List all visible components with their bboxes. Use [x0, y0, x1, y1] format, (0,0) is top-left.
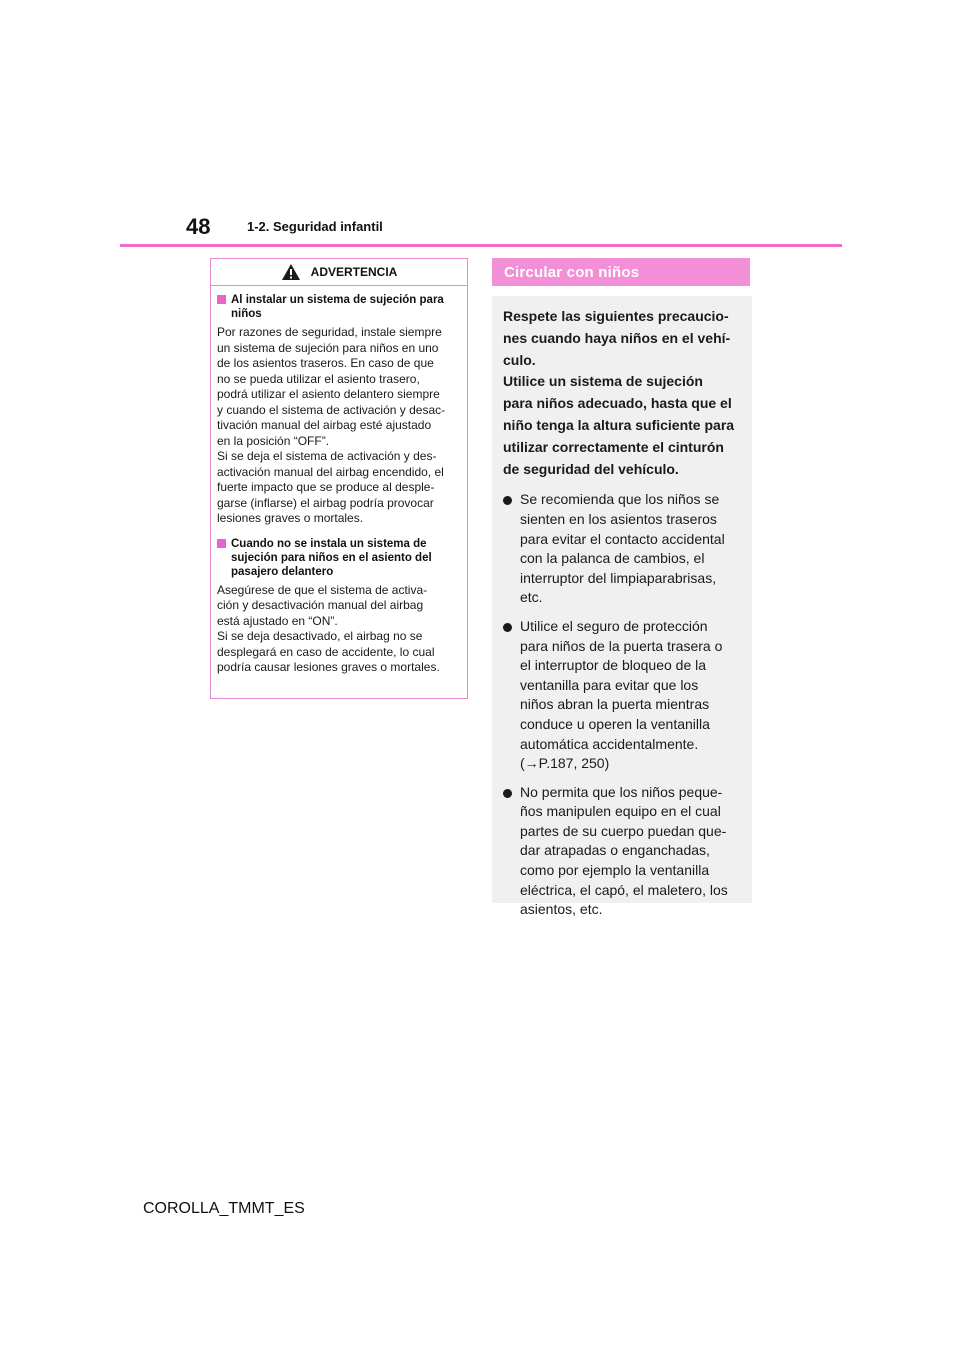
list-item: [503, 617, 742, 774]
warning-section: [217, 293, 461, 527]
list-item: [503, 783, 742, 920]
topic-heading: Circular con niños: [492, 258, 750, 286]
list-item: [503, 490, 742, 608]
round-bullet-icon: [503, 789, 512, 798]
square-bullet-icon: [217, 295, 226, 304]
bullet-list: [503, 490, 742, 919]
warning-triangle-icon: [281, 263, 301, 281]
warning-heading-text: Cuando no se instala un sistema de sujeción para niños en el asiento del pasajero delantero: [231, 537, 432, 578]
round-bullet-icon: [503, 623, 512, 632]
intro-text: Respete las siguientes precaucio- nes cuando haya niños en el vehí- culo. Utilice un sistema de sujeción para niños adecuado, hasta que el niño tenga la altura suficiente para utilizar correctamente el cinturón de seguridad del vehículo.: [503, 308, 735, 477]
header-rule: [120, 244, 842, 247]
warning-header: [211, 259, 467, 286]
warning-section: [217, 537, 461, 676]
warning-box: [210, 258, 468, 699]
warning-section-text: Por razones de seguridad, instale siempre un sistema de sujeción para niños en uno de los asientos traseros. En caso de que no se pueda utilizar el asiento trasero, podrá utilizar el asiento delantero siempre y cuando el sistema de activación y desac- tivación manual del airbag esté ajustado en la posición “OFF”. Si se deja el sistema de activación y des- activación manual del airbag encendido, el fuerte impacto que se produce al desple- garse (inflarse) el airbag podría provocar lesiones graves o mortales.: [217, 325, 446, 525]
warning-section-heading: [217, 537, 461, 579]
list-item-text: Utilice el seguro de protección para niños de la puerta trasera o el interruptor de bloqueo de la ventanilla para evitar que los niños abran la puerta mientras conduce u operen la ventanilla automática accidentalmente. (→P.187, 250): [520, 617, 723, 772]
list-item-text: No permita que los niños peque- ños manipulen equipo en el cual partes de su cuerpo puedan que- dar atrapadas o enganchadas, como por ejemplo la ventanilla eléctrica, el capó, el maletero, los asientos, etc.: [520, 783, 728, 918]
square-bullet-icon: [217, 539, 226, 548]
content-panel: [492, 296, 752, 918]
page-number: 48: [186, 214, 211, 239]
section-title: 1-2. Seguridad infantil: [247, 219, 383, 234]
warning-section-text: Asegúrese de que el sistema de activa- ción y desactivación manual del airbag está ajustado en “ON”. Si se deja desactivado, el airbag no se desplegará en caso de accidente, lo cual podría causar lesiones graves o mortales.: [217, 582, 440, 674]
warning-section-heading: [217, 293, 461, 321]
round-bullet-icon: [503, 496, 512, 505]
warning-title: ADVERTENCIA: [310, 265, 398, 279]
footer-code: COROLLA_TMMT_ES: [143, 1200, 305, 1217]
warning-heading-text: Al instalar un sistema de sujeción para niños: [231, 294, 444, 320]
warning-body: [211, 286, 467, 676]
list-item-text: Se recomienda que los niños se sienten en los asientos traseros para evitar el contacto accidental con la palanca de cambios, el interruptor del limpiaparabrisas, etc.: [520, 491, 725, 606]
